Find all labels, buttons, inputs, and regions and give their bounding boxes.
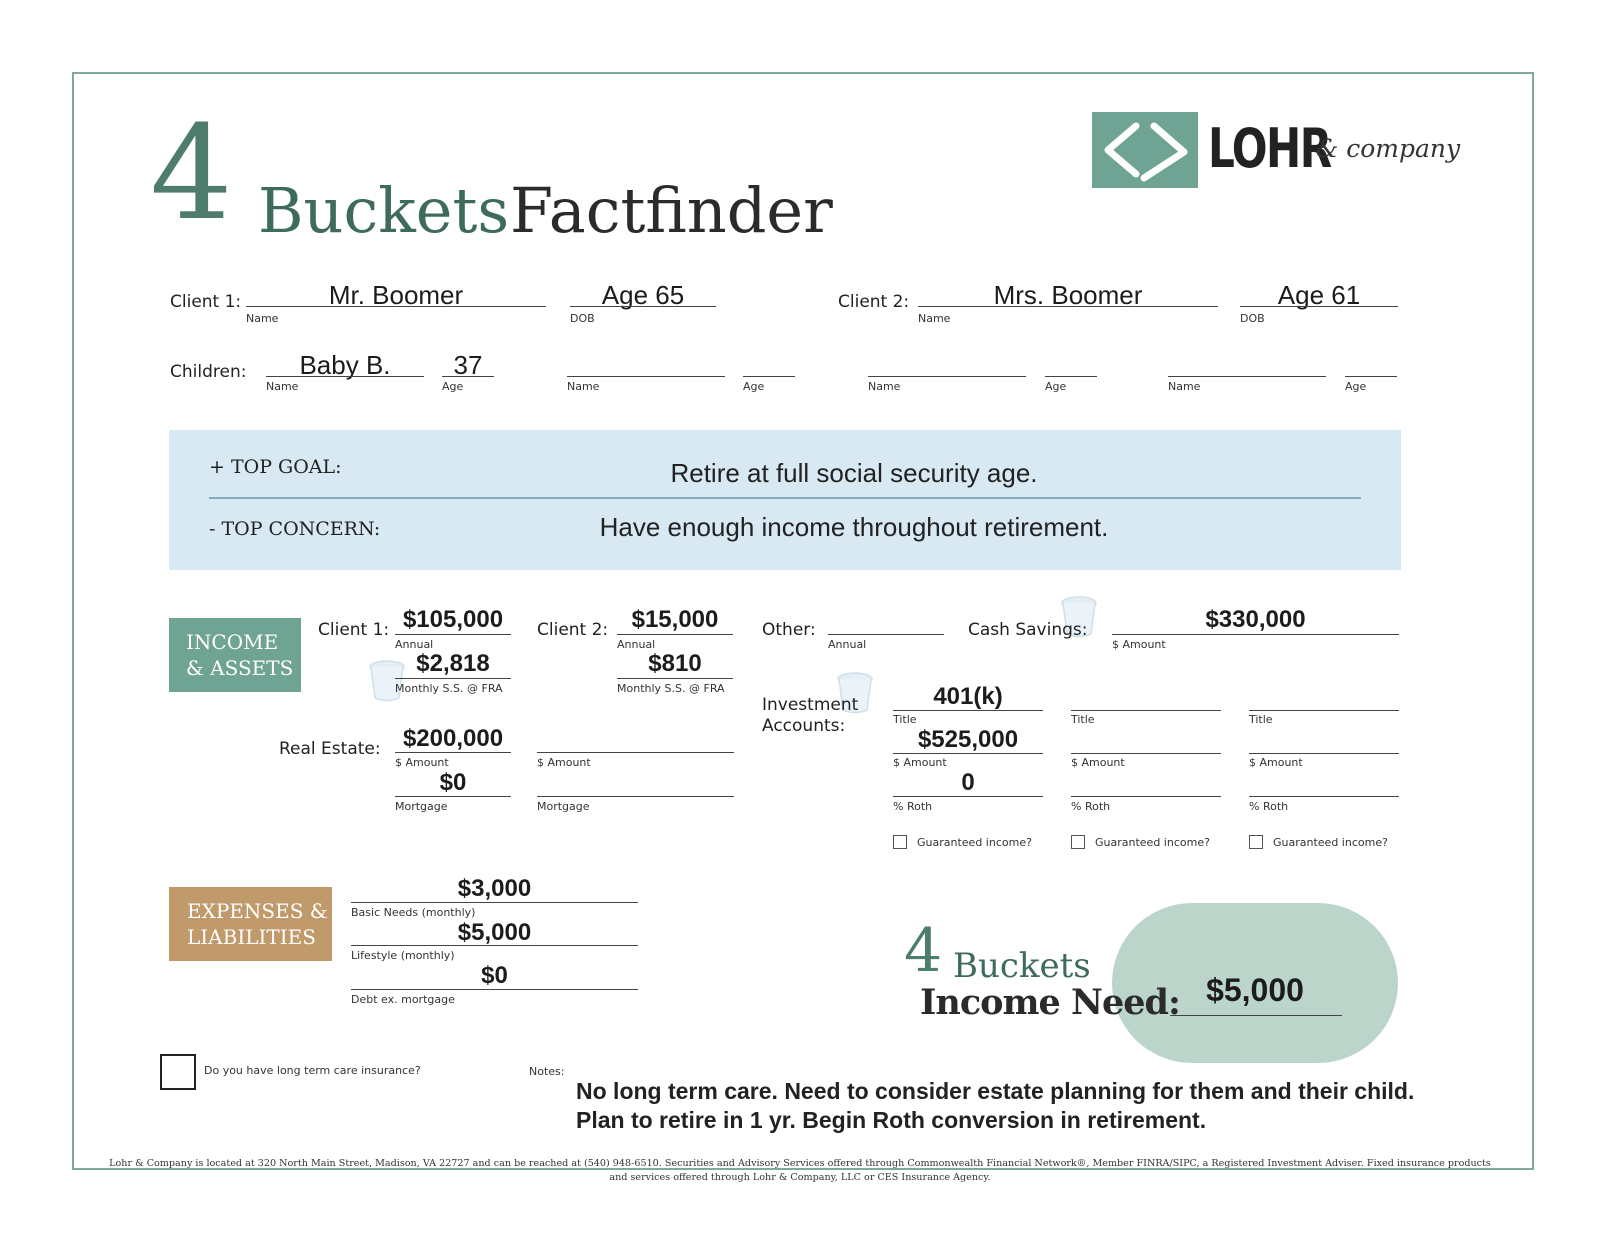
account3-title-line [1249,710,1399,711]
expenses-badge-line2: LIABILITIES [187,925,316,949]
account3-title-cap: Title [1249,713,1273,726]
footer-disclaimer-line2: and services offered through Lohr & Company, LLC or CES Insurance Agency. [609,1172,991,1183]
re2-amount-line [537,752,734,753]
client1-name-line [246,306,546,307]
income-need-value: $5,000 [1206,972,1304,1008]
client1-dob-cap: DOB [570,312,595,325]
income-client2-label: Client 2: [537,620,609,640]
ltc-question: Do you have long term care insurance? [204,1064,421,1077]
cash-savings-value: $330,000 [1205,606,1306,633]
account1-title-line [893,710,1043,711]
cash-savings-label: Cash Savings: [968,620,1088,640]
logo-suffix: & company [1316,134,1461,163]
account2-amount-line [1071,753,1221,754]
other-line [828,634,944,635]
real-estate1-mortgage: $0 [439,769,467,796]
client2-dob: Age 61 [1277,280,1361,310]
client1-ss: $2,818 [416,650,490,677]
account2-title-cap: Title [1071,713,1095,726]
account3-roth-cap: % Roth [1249,800,1289,813]
top-concern-label: - TOP CONCERN: [209,518,381,540]
income-client1-label: Client 1: [318,620,390,640]
account1-title-cap: Title [893,713,917,726]
client1-dob-line [570,306,716,307]
goal-band [169,430,1401,570]
client1-ss-line [395,678,511,679]
income-need-buckets: Buckets [953,946,1091,986]
child3-age-line [1045,376,1097,377]
client2-annual: $15,000 [631,606,719,633]
client2-dob-cap: DOB [1240,312,1265,325]
top-goal-value: Retire at full social security age. [670,458,1038,488]
client1-dob: Age 65 [601,280,685,310]
child4-age-line [1345,376,1397,377]
child3-name-line [868,376,1026,377]
footer-disclaimer-line1: Lohr & Company is located at 320 North Main Street, Madison, VA 22727 and can be reached at (540) 948-6510. Securities and Advisory Services offered through Commonwealth Financial Network®, Member FINRA/SIPC, a Registered Investment Adviser. Fixed insurance products [109,1158,1491,1169]
client1-name: Mr. Boomer [328,280,464,310]
logo-mark-icon [1092,112,1198,188]
income-need-label: Income Need: [920,982,1180,1023]
account1-guaranteed-label: Guaranteed income? [917,836,1032,849]
lifestyle-value: $5,000 [457,919,532,946]
account3-amount-line [1249,753,1399,754]
child2-age-cap: Age [743,380,765,393]
client2-ss: $810 [648,650,702,677]
real-estate-label: Real Estate: [279,739,381,759]
account1-amount-cap: $ Amount [893,756,947,769]
logo-name: LOHR [1208,117,1331,180]
logo [1092,112,1462,192]
account2-title-line [1071,710,1221,711]
child3-name-cap: Name [868,380,901,393]
client1-label: Client 1: [170,292,242,312]
client2-name-line [918,306,1218,307]
re2-mortgage-line [537,796,734,797]
account1-amount-line [893,753,1043,754]
expenses-badge-line1: EXPENSES & [187,899,328,923]
child1-name-line [266,376,424,377]
title-buckets: Buckets [258,174,510,247]
notes-line1: No long term care. Need to consider estate planning for them and their child. [576,1078,1415,1104]
income-badge-line2: & ASSETS [186,656,294,680]
client2-ss-cap: Monthly S.S. @ FRA [617,682,725,695]
account2-roth-cap: % Roth [1071,800,1111,813]
income-need-line [1170,1015,1342,1016]
client2-name-cap: Name [918,312,951,325]
client2-label: Client 2: [838,292,910,312]
account1-title: 401(k) [933,683,1003,710]
re1-amount-cap: $ Amount [395,756,449,769]
account3-roth-line [1249,796,1399,797]
goal-divider [209,497,1361,499]
re1-mortgage-cap: Mortgage [395,800,448,813]
title-factfinder: Factfinder [510,174,833,247]
children-label: Children: [170,362,247,382]
account3-guaranteed-checkbox[interactable] [1249,835,1263,849]
debt-line [351,989,638,990]
client2-name: Mrs. Boomer [993,280,1143,310]
client2-annual-line [617,634,733,635]
client1-name-cap: Name [246,312,279,325]
re2-mortgage-cap: Mortgage [537,800,590,813]
income-assets-badge [169,618,301,692]
top-goal-label: + TOP GOAL: [209,456,342,478]
account3-amount-cap: $ Amount [1249,756,1303,769]
expenses-liabilities-badge [169,887,332,961]
child4-name-cap: Name [1168,380,1201,393]
account2-roth-line [1071,796,1221,797]
child4-age-cap: Age [1345,380,1367,393]
re1-mortgage-line [395,796,511,797]
income-need-number: 4 [904,916,943,986]
income-badge-line1: INCOME [186,630,279,654]
account1-roth-line [893,796,1043,797]
client2-annual-cap: Annual [617,638,656,651]
debt-cap: Debt ex. mortgage [351,993,455,1006]
account1-amount: $525,000 [917,726,1019,753]
child1-name-cap: Name [266,380,299,393]
notes-label: Notes: [529,1065,565,1078]
investment-label-line2: Accounts: [762,716,846,736]
client1-annual-cap: Annual [395,638,434,651]
notes-line2: Plan to retire in 1 yr. Begin Roth conversion in retirement. [576,1107,1207,1133]
other-label: Other: [762,620,816,640]
child1-age-line [442,376,494,377]
account3-guaranteed-label: Guaranteed income? [1273,836,1388,849]
child2-name-cap: Name [567,380,600,393]
other-cap: Annual [828,638,867,651]
client2-dob-line [1240,306,1398,307]
client2-ss-line [617,678,733,679]
ltc-checkbox[interactable] [160,1054,196,1090]
account2-guaranteed-checkbox[interactable] [1071,835,1085,849]
investment-label-line1: Investment [762,695,859,715]
real-estate1-amount: $200,000 [402,725,504,752]
basic-needs-cap: Basic Needs (monthly) [351,906,476,919]
re1-amount-line [395,752,511,753]
child1-name: Baby B. [299,350,391,380]
child2-age-line [743,376,795,377]
lifestyle-cap: Lifestyle (monthly) [351,949,455,962]
child1-age-cap: Age [442,380,464,393]
lifestyle-line [351,945,638,946]
child2-name-line [567,376,725,377]
account2-guaranteed-label: Guaranteed income? [1095,836,1210,849]
debt-value: $0 [481,962,508,989]
account1-guaranteed-checkbox[interactable] [893,835,907,849]
basic-needs-line [351,902,638,903]
title-number: 4 [150,97,233,249]
account1-roth: 0 [961,769,975,796]
re2-amount-cap: $ Amount [537,756,591,769]
cash-savings-cap: $ Amount [1112,638,1166,651]
top-concern-value: Have enough income throughout retirement. [599,512,1109,542]
account2-amount-cap: $ Amount [1071,756,1125,769]
client1-annual: $105,000 [402,606,504,633]
basic-needs-value: $3,000 [457,875,532,902]
child3-age-cap: Age [1045,380,1067,393]
account1-roth-cap: % Roth [893,800,933,813]
cash-savings-line [1112,634,1399,635]
child4-name-line [1168,376,1326,377]
client1-annual-line [395,634,511,635]
child1-age: 37 [453,350,483,380]
client1-ss-cap: Monthly S.S. @ FRA [395,682,503,695]
